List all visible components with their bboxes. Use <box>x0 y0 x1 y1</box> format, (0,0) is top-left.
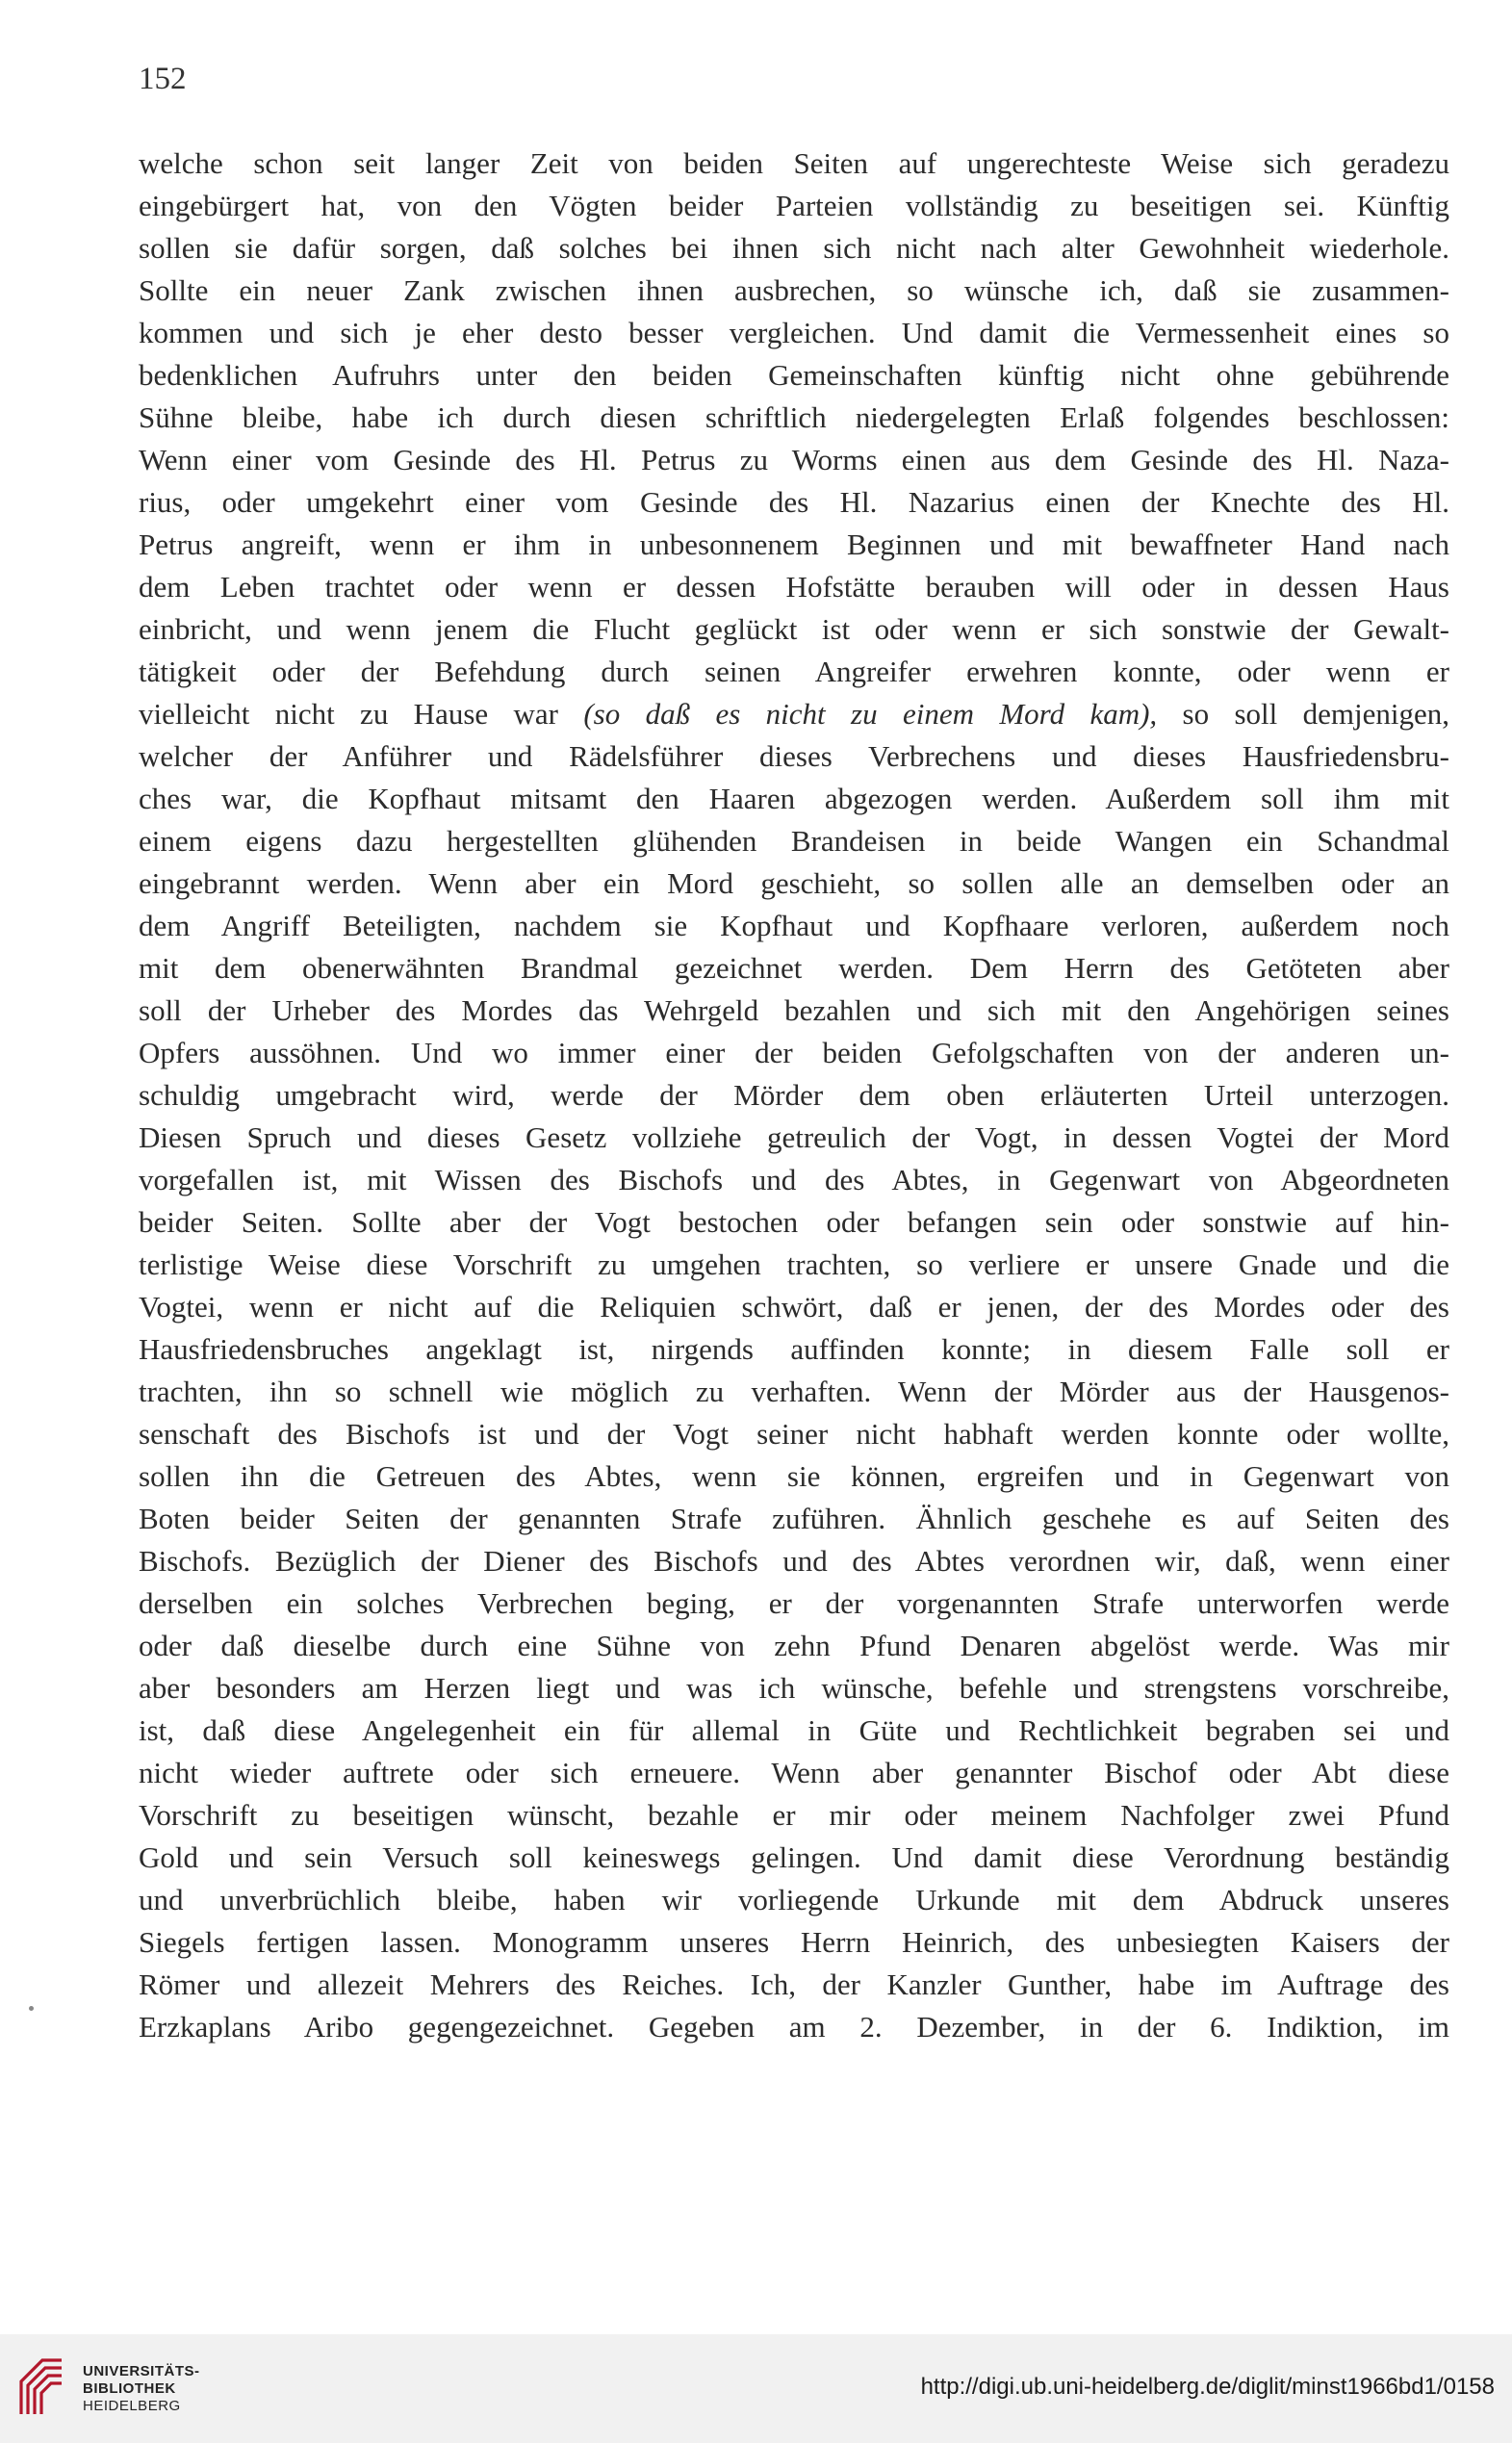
body-text <box>139 142 1449 2048</box>
text-line: ches war, die Kopfhaut mitsamt den Haaren abgezogen werden. Außerdem soll ihm mit <box>139 782 1449 815</box>
text-segment: vielleicht nicht zu Hause war <box>139 697 584 731</box>
text-line: einem eigens dazu hergestellten glühenden Brandeisen in beide Wangen ein Schandmal <box>139 824 1449 858</box>
text-line: bedenklichen Aufruhrs unter den beiden Gemeinschaften künftig nicht ohne gebührende <box>139 358 1449 392</box>
text-line: ist, daß diese Angelegenheit ein für allemal in Güte und Rechtlichkeit begraben sei und <box>139 1713 1449 1747</box>
text-line: Gold und sein Versuch soll keineswegs gelingen. Und damit diese Verordnung beständig <box>139 1840 1449 1874</box>
text-line: rius, oder umgekehrt einer vom Gesinde des Hl. Nazarius einen der Knechte des Hl. <box>139 485 1449 519</box>
text-line: dem Leben trachtet oder wenn er dessen Hofstätte berauben will oder in dessen Haus <box>139 570 1449 604</box>
source-url-link[interactable]: http://digi.ub.uni-heidelberg.de/diglit/minst1966bd1/0158 <box>920 2374 1495 2400</box>
text-line: nicht wieder auftrete oder sich erneuere. Wenn aber genannter Bischof oder Abt diese <box>139 1756 1449 1789</box>
text-line: dem Angriff Beteiligten, nachdem sie Kopfhaut und Kopfhaare verloren, außerdem noch <box>139 909 1449 942</box>
text-line: Vogtei, wenn er nicht auf die Reliquien schwört, daß er jenen, der des Mordes oder des <box>139 1290 1449 1324</box>
text-line: Sollte ein neuer Zank zwischen ihnen ausbrechen, so wünsche ich, daß sie zusammen- <box>139 273 1449 307</box>
text-line: einbricht, und wenn jenem die Flucht geglückt ist oder wenn er sich sonstwie der Gewalt- <box>139 612 1449 646</box>
text-line: Petrus angreift, wenn er ihm in unbesonnenem Beginnen und mit bewaffneter Hand nach <box>139 527 1449 561</box>
text-segment: so soll demjenigen, <box>1157 697 1449 731</box>
text-line: eingebürgert hat, von den Vögten beider Parteien vollständig zu beseitigen sei. Künftig <box>139 189 1449 222</box>
text-line: senschaft des Bischofs ist und der Vogt seiner nicht habhaft werden konnte oder wollte, <box>139 1417 1449 1451</box>
text-line: Siegels fertigen lassen. Monogramm unseres Herrn Heinrich, des unbesiegten Kaisers der <box>139 1925 1449 1959</box>
library-name <box>83 2363 200 2415</box>
library-name-line: HEIDELBERG <box>83 2398 181 2414</box>
text-line: derselben ein solches Verbrechen beging, er der vorgenannten Strafe unterworfen werde <box>139 1586 1449 1620</box>
page-number: 152 <box>139 62 187 96</box>
text-line: Erzkaplans Aribo gegengezeichnet. Gegeben am 2. Dezember, in der 6. Indiktion, im <box>139 2010 1449 2044</box>
text-line: welche schon seit langer Zeit von beiden Seiten auf ungerechteste Weise sich geradezu <box>139 146 1449 180</box>
text-line: aber besonders am Herzen liegt und was ich wünsche, befehle und strengstens vorschreibe, <box>139 1671 1449 1705</box>
text-line: tätigkeit oder der Befehdung durch seinen Angreifer erwehren konnte, oder wenn er <box>139 655 1449 688</box>
text-line: Hausfriedensbruches angeklagt ist, nirgends auffinden konnte; in diesem Falle soll er <box>139 1332 1449 1366</box>
text-line: mit dem obenerwähnten Brandmal gezeichnet werden. Dem Herrn des Getöteten aber <box>139 951 1449 985</box>
text-line: Römer und allezeit Mehrers des Reiches. Ich, der Kanzler Gunther, habe im Auftrage des <box>139 1967 1449 2001</box>
text-line: welcher der Anführer und Rädelsführer dieses Verbrechens und dieses Hausfriedensbru- <box>139 739 1449 773</box>
text-line-with-italic <box>139 693 1449 735</box>
text-line: schuldig umgebracht wird, werde der Mörder dem oben erläuterten Urteil unterzogen. <box>139 1078 1449 1112</box>
text-line: trachten, ihn so schnell wie möglich zu verhaften. Wenn der Mörder aus der Hausgenos- <box>139 1375 1449 1408</box>
text-line: kommen und sich je eher desto besser vergleichen. Und damit die Vermessenheit eines so <box>139 316 1449 349</box>
text-line: und unverbrüchlich bleibe, haben wir vorliegende Urkunde mit dem Abdruck unseres <box>139 1883 1449 1916</box>
text-line: sollen ihn die Getreuen des Abtes, wenn sie können, ergreifen und in Gegenwart von <box>139 1459 1449 1493</box>
text-line: terlistige Weise diese Vorschrift zu umgehen trachten, so verliere er unsere Gnade und die <box>139 1247 1449 1281</box>
library-name-line: UNIVERSITÄTS- <box>83 2363 200 2379</box>
italic-remark: (so daß es nicht zu einem Mord kam), <box>583 697 1158 731</box>
margin-dot <box>29 2006 34 2011</box>
text-line: Wenn einer vom Gesinde des Hl. Petrus zu Worms einen aus dem Gesinde des Hl. Naza- <box>139 443 1449 476</box>
text-line: eingebrannt werden. Wenn aber ein Mord geschieht, so sollen alle an demselben oder an <box>139 866 1449 900</box>
text-line: Bischofs. Bezüglich der Diener des Bischofs und des Abtes verordnen wir, daß, wenn einer <box>139 1544 1449 1578</box>
text-line: sollen sie dafür sorgen, daß solches bei ihnen sich nicht nach alter Gewohnheit wiederhole. <box>139 231 1449 265</box>
ub-heidelberg-logo-icon[interactable] <box>17 2356 65 2418</box>
text-line: Boten beider Seiten der genannten Strafe zuführen. Ähnlich geschehe es auf Seiten des <box>139 1502 1449 1535</box>
text-line: beider Seiten. Sollte aber der Vogt bestochen oder befangen sein oder sonstwie auf hin- <box>139 1205 1449 1239</box>
text-line: Opfers aussöhnen. Und wo immer einer der beiden Gefolgschaften von der anderen un- <box>139 1036 1449 1069</box>
text-line: Vorschrift zu beseitigen wünscht, bezahle er mir oder meinem Nachfolger zwei Pfund <box>139 1798 1449 1832</box>
text-line: Diesen Spruch und dieses Gesetz vollziehe getreulich der Vogt, in dessen Vogtei der Mord <box>139 1120 1449 1154</box>
library-name-line: BIBLIOTHEK <box>83 2380 176 2397</box>
text-line: vorgefallen ist, mit Wissen des Bischofs und des Abtes, in Gegenwart von Abgeordneten <box>139 1163 1449 1196</box>
text-line: Sühne bleibe, habe ich durch diesen schriftlich niedergelegten Erlaß folgendes beschlossen: <box>139 400 1449 434</box>
text-line: oder daß dieselbe durch eine Sühne von zehn Pfund Denaren abgelöst werde. Was mir <box>139 1629 1449 1662</box>
text-line: soll der Urheber des Mordes das Wehrgeld bezahlen und sich mit den Angehörigen seines <box>139 993 1449 1027</box>
